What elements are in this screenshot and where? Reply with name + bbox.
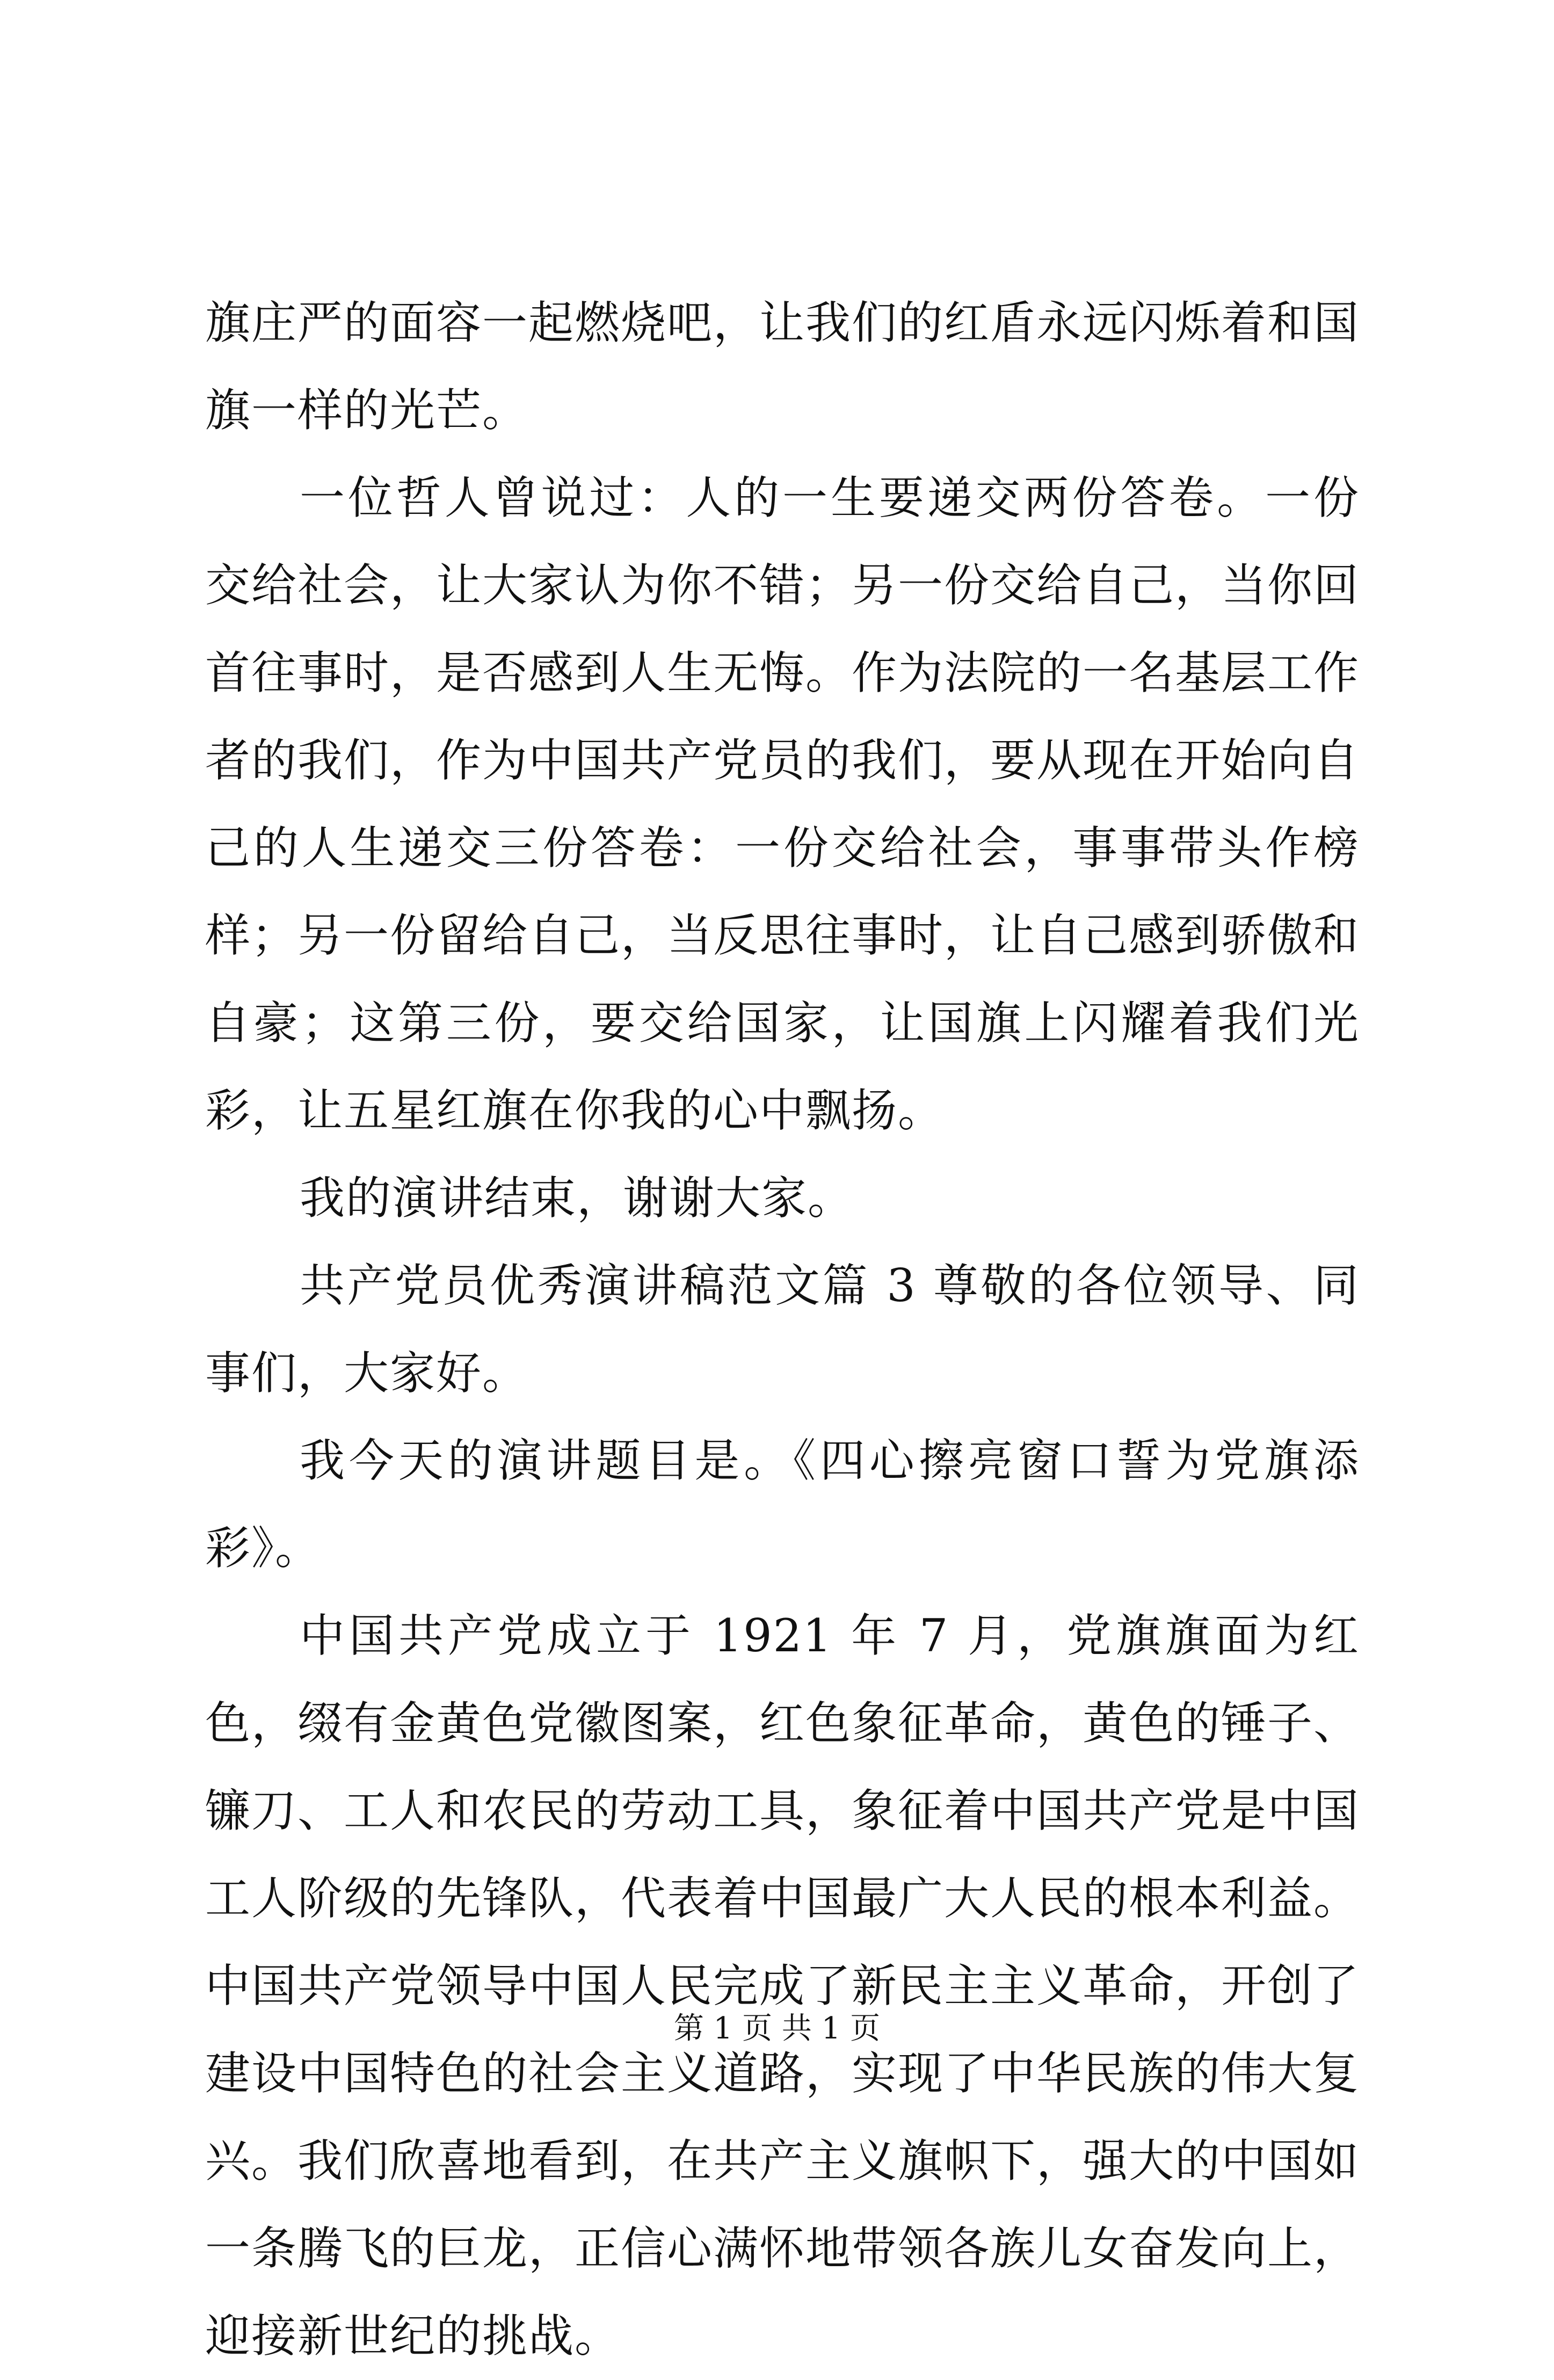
paragraph-6: 中国共产党成立于 1921 年 7 月，党旗旗面为红色，缀有金黄色党徽图案，红色象征革命，黄色的锤子、镰刀、工人和农民的劳动工具，象征着中国共产党是中国工人阶级的先锋队，代表着中国最广大人民的根本利益。中国共产党领导中国人民完成了新民主主义革命，开创了建设中国特色的社会主义道路，实现了中华民族的伟大复兴。我们欣喜地看到，在共产主义旗帜下，强大的中国如一条腾飞的巨龙，正信心满怀地带领各族儿女奋发向上，迎接新世纪的挑战。	[205, 1609, 1360, 2362]
paragraph-2: 一位哲人曾说过：人的一生要递交两份答卷。一份交给社会，让大家认为你不错；另一份交给自己，当你回首往事时，是否感到人生无悔。作为法院的一名基层工作者的我们，作为中国共产党员的我们，要从现在开始向自己的人生递交三份答卷：一份交给社会，事事带头作榜样；另一份留给自己，当反思往事时，让自己感到骄傲和自豪；这第三份，要交给国家，让国旗上闪耀着我们光彩，让五星红旗在你我的心中飘扬。	[205, 471, 1360, 1137]
paragraph-5: 我今天的演讲题目是。《四心擦亮窗口誓为党旗添彩》。	[205, 1434, 1360, 1574]
document-body	[205, 279, 1360, 2380]
paragraph-3: 我的演讲结束，谢谢大家。	[300, 1172, 854, 1224]
paragraph-1: 旗庄严的面容一起燃烧吧，让我们的红盾永远闪烁着和国旗一样的光芒。	[205, 296, 1360, 437]
page-footer: 第 1 页 共 1 页	[673, 2011, 881, 2046]
paragraph-4: 共产党员优秀演讲稿范文篇 3 尊敬的各位领导、同事们，大家好。	[205, 1259, 1360, 1399]
